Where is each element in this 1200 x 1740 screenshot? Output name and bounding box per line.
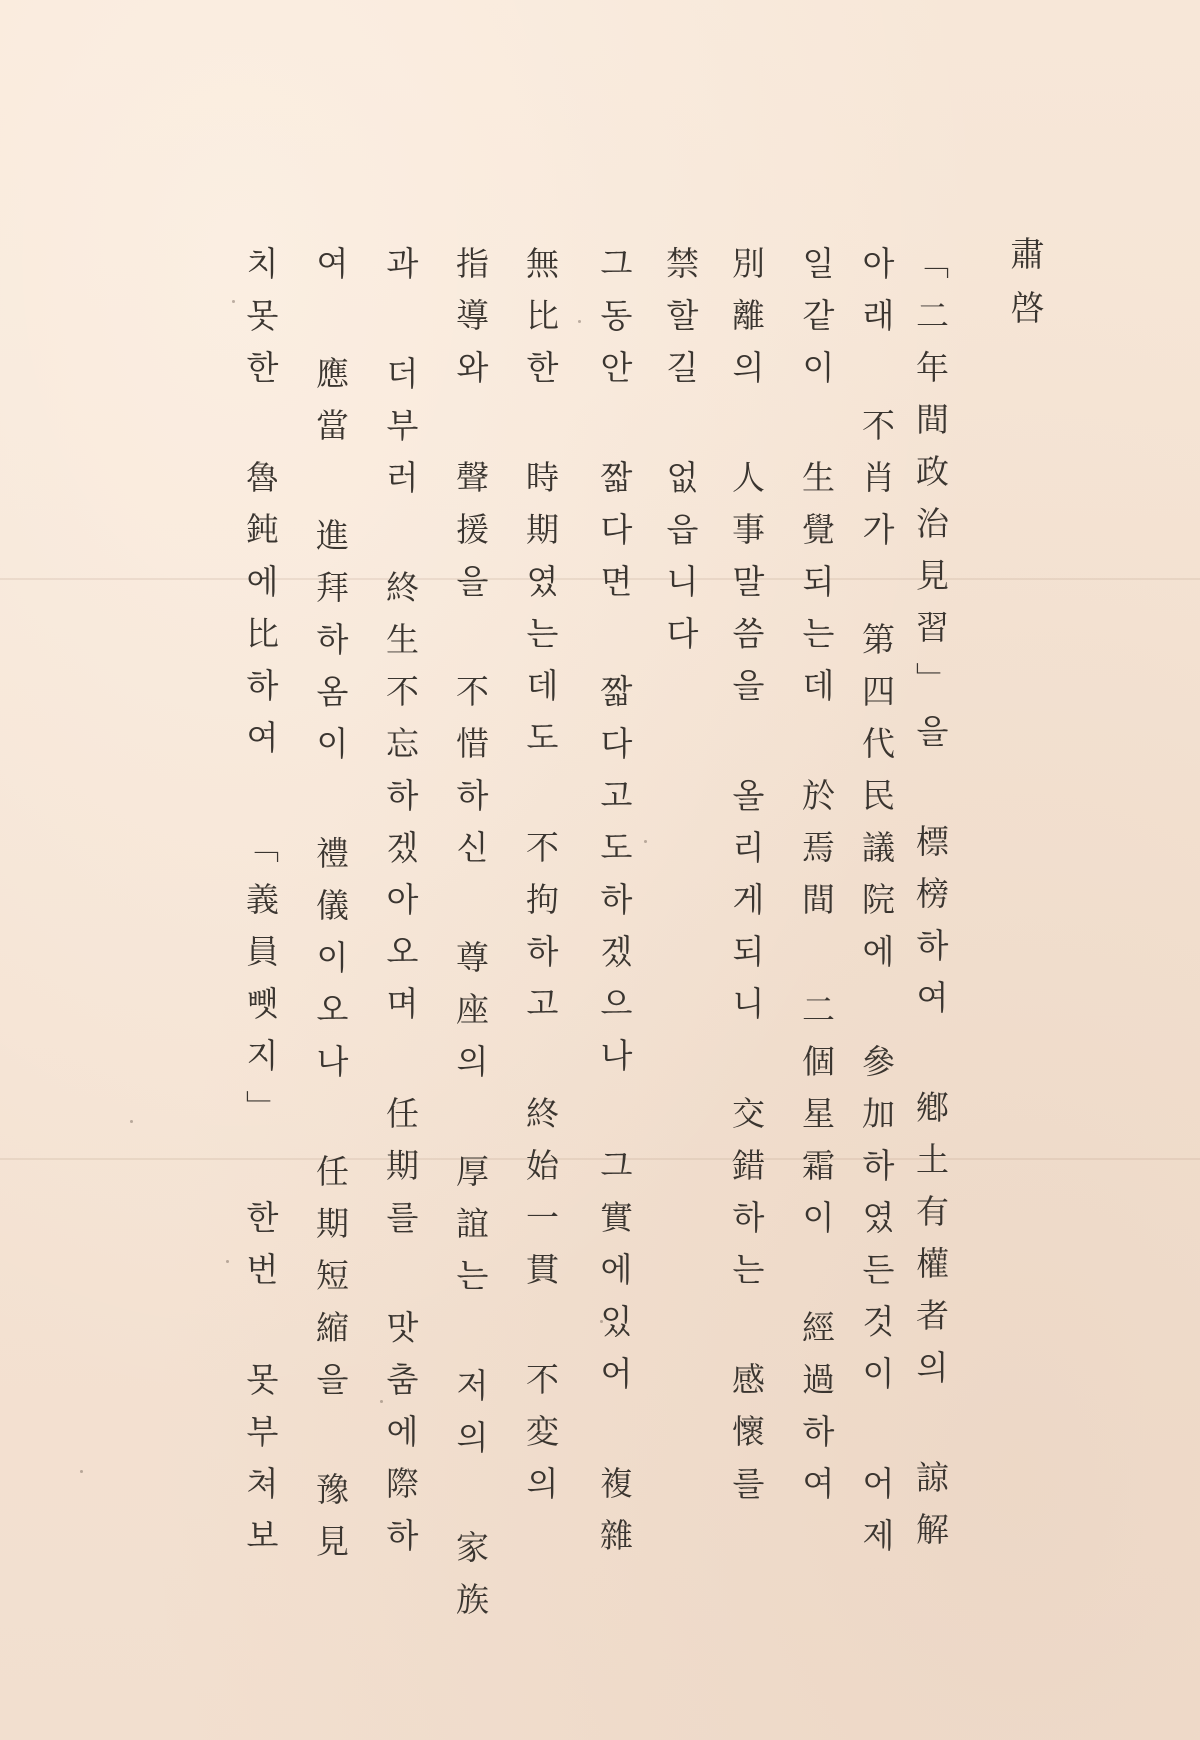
paper-speck [600, 1320, 603, 1323]
text-line-5: 禁할길 없읍니다 [661, 246, 700, 668]
text-column-5 [656, 246, 704, 668]
text-line-2: 아래 不肖가 第四代民議院에 參加하였든것이 어제 [857, 246, 896, 1570]
text-line-1: 「二年間政治見習」을 標榜하여 鄕土有權者의 諒解 [911, 246, 950, 1564]
paper-speck [380, 1400, 383, 1403]
text-column-2 [852, 246, 900, 1570]
text-column-7 [516, 246, 564, 1518]
text-column-8 [446, 246, 494, 1634]
text-column-10 [306, 246, 354, 1576]
paper-speck [226, 1260, 229, 1263]
text-column-9 [376, 246, 424, 1570]
text-line-8: 指導와 聲援을 不惜하신 尊座의 厚誼는 저의 家族 [451, 246, 490, 1634]
paper-speck [644, 840, 647, 843]
text-line-9: 과 더부러 終生不忘하겠아오며 任期를 맛춤에際하 [381, 246, 420, 1570]
text-line-6: 그동안 짧다면 짧다고도하겠으나 그實에있어 複雜 [595, 246, 634, 1570]
text-line-3: 일같이 生覺되는데 於焉間 二個星霜이 經過하여 [797, 246, 836, 1518]
paper-speck [80, 1470, 83, 1473]
paper-speck [130, 1120, 133, 1123]
text-line-10: 여 應當 進拜하옴이 禮儀이오나 任期短縮을 豫見 [311, 246, 350, 1576]
text-column-1 [906, 246, 954, 1564]
text-line-7: 無比한 時期였는데도 不拘하고 終始一貫 不変의 [521, 246, 560, 1518]
letter-heading: 肅啓 [1004, 236, 1044, 344]
text-column-4 [722, 246, 770, 1518]
paper-speck [578, 320, 581, 323]
text-line-11: 치못한 魯鈍에比하여 「義員뺏지」 한번 못부쳐보 [241, 246, 280, 1570]
text-column-3 [792, 246, 840, 1518]
text-line-4: 別離의 人事말씀을 올리게되니 交錯하는 感懷를 [727, 246, 766, 1518]
paper-speck [232, 300, 235, 303]
text-column-6 [590, 246, 638, 1570]
heading-column [1000, 236, 1048, 344]
text-column-11 [236, 246, 284, 1570]
